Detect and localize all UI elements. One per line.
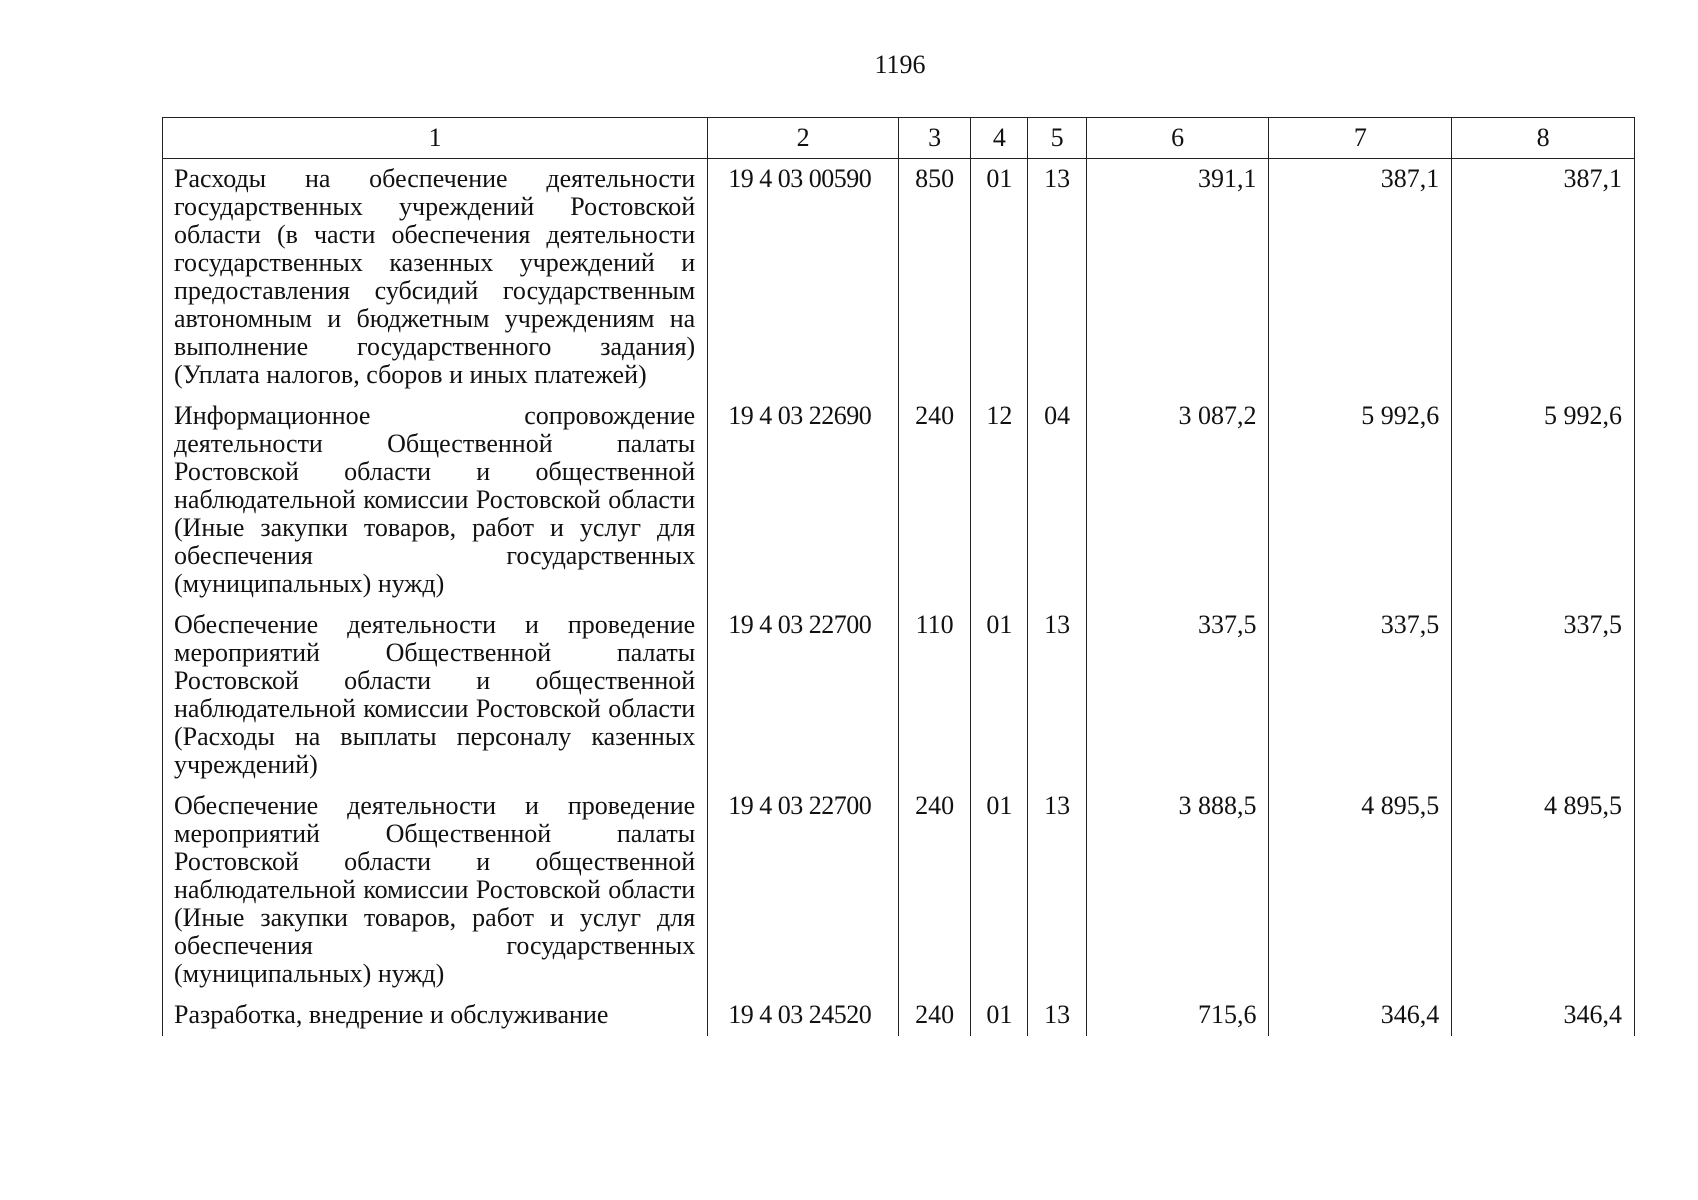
section-code: 01 [971,786,1028,995]
amount-column-8: 5 992,6 [1452,396,1635,605]
amount-column-7: 4 895,5 [1269,786,1452,995]
table-row [163,396,1635,605]
column-header-2: 2 [708,118,899,159]
expense-type-code: 240 [898,786,970,995]
section-code: 12 [971,396,1028,605]
target-article-code: 19 4 03 22700 [708,786,899,995]
expense-type-code: 110 [898,605,970,786]
target-article-code: 19 4 03 22690 [708,396,899,605]
table-row [163,995,1635,1036]
subsection-code: 13 [1028,605,1086,786]
subsection-code: 13 [1028,995,1086,1036]
target-article-code: 19 4 03 24520 [708,995,899,1036]
amount-column-8: 4 895,5 [1452,786,1635,995]
expense-description: Информационное сопровождение деятельности Общественной палаты Ростовской области и общественной наблюдательной комиссии Ростовской области (Иные закупки товаров, работ и услуг для обеспечения государственных (муниципальных) нужд) [163,396,708,605]
target-article-code: 19 4 03 00590 [708,159,899,397]
amount-column-7: 5 992,6 [1269,396,1452,605]
amount-column-7: 337,5 [1269,605,1452,786]
amount-column-8: 346,4 [1452,995,1635,1036]
expense-description: Обеспечение деятельности и проведение мероприятий Общественной палаты Ростовской области и общественной наблюдательной комиссии Ростовской области (Расходы на выплаты персоналу казенных учреждений) [163,605,708,786]
expense-type-code: 240 [898,396,970,605]
expense-description: Разработка, внедрение и обслуживание [163,995,708,1036]
subsection-code: 13 [1028,159,1086,397]
amount-column-6: 337,5 [1086,605,1269,786]
budget-table [162,117,1635,1036]
section-code: 01 [971,995,1028,1036]
column-header-6: 6 [1086,118,1269,159]
amount-column-7: 346,4 [1269,995,1452,1036]
expense-description: Обеспечение деятельности и проведение мероприятий Общественной палаты Ростовской области и общественной наблюдательной комиссии Ростовской области (Иные закупки товаров, работ и услуг для обеспечения государственных (муниципальных) нужд) [163,786,708,995]
column-header-8: 8 [1452,118,1635,159]
section-code: 01 [971,605,1028,786]
table-row [163,159,1635,397]
column-header-3: 3 [898,118,970,159]
table-row [163,605,1635,786]
subsection-code: 04 [1028,396,1086,605]
section-code: 01 [971,159,1028,397]
amount-column-6: 3 087,2 [1086,396,1269,605]
column-header-7: 7 [1269,118,1452,159]
amount-column-7: 387,1 [1269,159,1452,397]
column-header-1: 1 [163,118,708,159]
subsection-code: 13 [1028,786,1086,995]
page-number: 1196 [874,50,926,79]
expense-type-code: 850 [898,159,970,397]
column-header-5: 5 [1028,118,1086,159]
amount-column-6: 391,1 [1086,159,1269,397]
target-article-code: 19 4 03 22700 [708,605,899,786]
amount-column-8: 337,5 [1452,605,1635,786]
table-row [163,786,1635,995]
amount-column-6: 3 888,5 [1086,786,1269,995]
column-header-4: 4 [971,118,1028,159]
expense-type-code: 240 [898,995,970,1036]
amount-column-8: 387,1 [1452,159,1635,397]
expense-description: Расходы на обеспечение деятельности государственных учреждений Ростовской области (в части обеспечения деятельности государственных казенных учреждений и предоставления субсидий государственным автономным и бюджетным учреждениям на выполнение государственного задания) (Уплата налогов, сборов и иных платежей) [163,159,708,397]
amount-column-6: 715,6 [1086,995,1269,1036]
column-number-header-row [163,118,1635,159]
